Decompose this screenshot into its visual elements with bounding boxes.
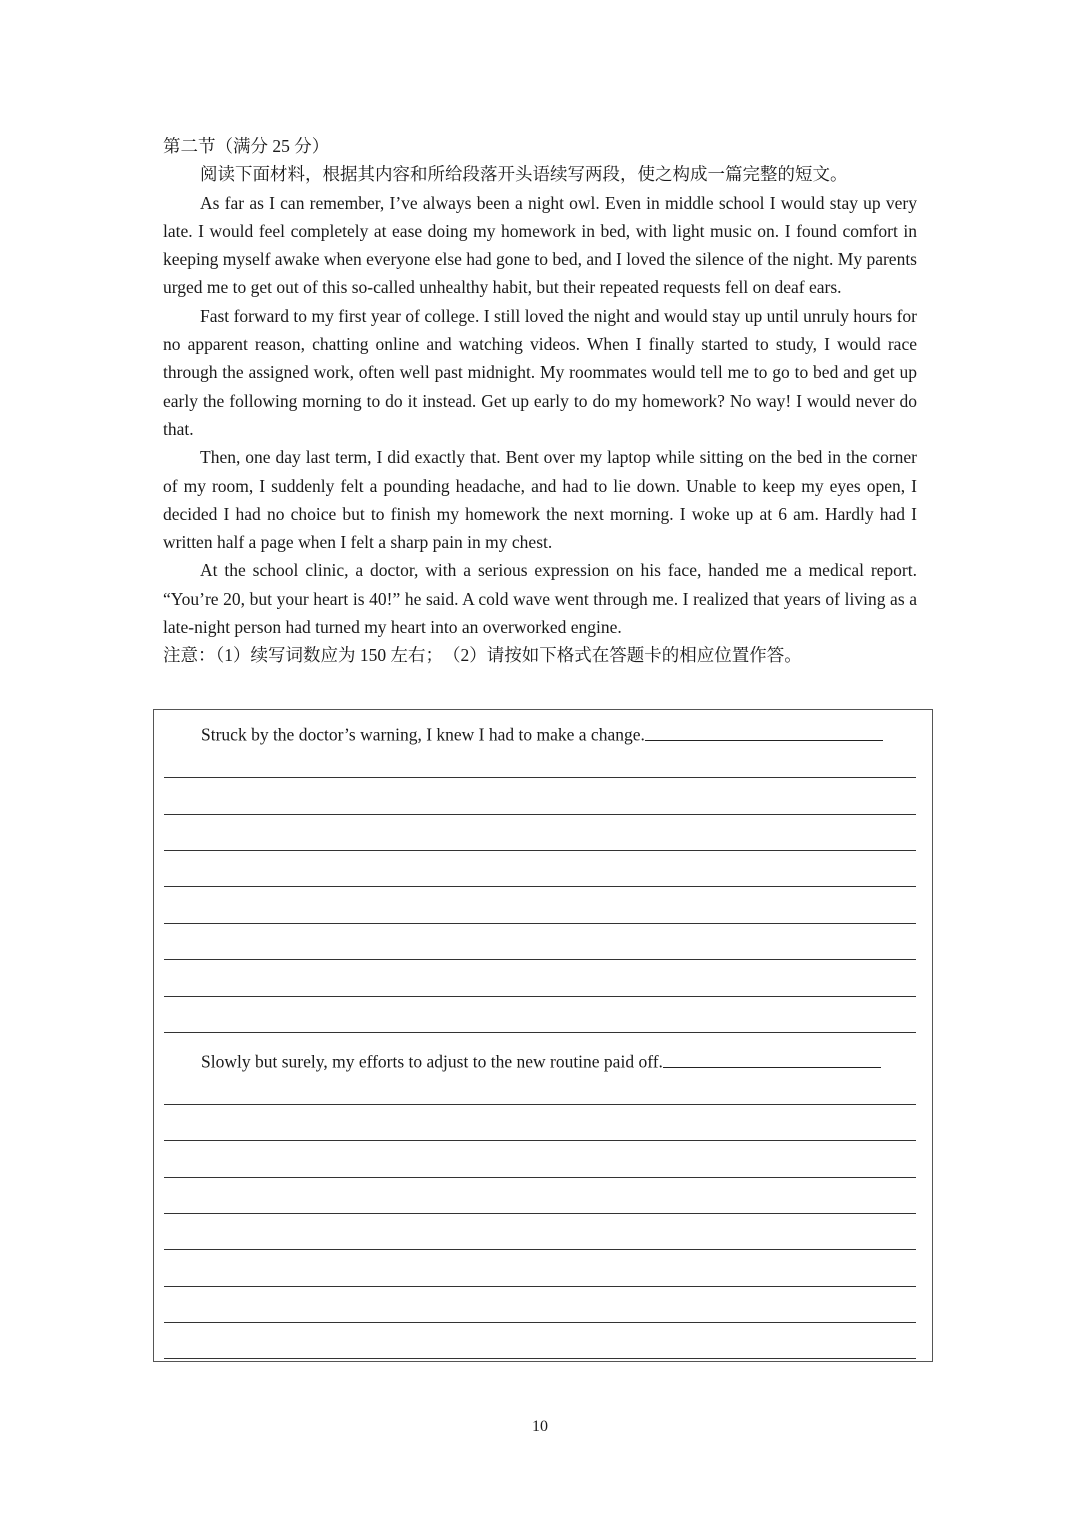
writing-line[interactable] (164, 777, 916, 778)
writing-line[interactable] (164, 1286, 916, 1287)
writing-line[interactable] (164, 1358, 916, 1359)
passage-paragraph-2: Fast forward to my first year of college. I still loved the night and would stay up until unruly hours for no apparent reason, chatting online and watching videos. When I finally started to study, I would race through the assigned work, often well past midnight. My roommates would tell me to go to bed and get up early the following morning to do it instead. Get up early to do my homework? No way! I would never do that. (163, 305, 917, 439)
starter-2-text: Slowly but surely, my efforts to adjust to the new routine paid off. (201, 1051, 663, 1072)
writing-line[interactable] (164, 1322, 916, 1323)
writing-line[interactable] (164, 959, 916, 960)
writing-note: 注意：（1）续写词数应为 150 左右； （2）请按如下格式在答题卡的相应位置作答。 (163, 645, 802, 666)
writing-line[interactable] (164, 850, 916, 851)
page-number: 10 (532, 1418, 548, 1435)
writing-line[interactable] (164, 1177, 916, 1178)
paragraph-starter-2 (201, 1049, 881, 1073)
section-heading: 第二节（满分 25 分） (163, 136, 330, 156)
writing-line[interactable] (164, 814, 916, 815)
writing-line[interactable] (164, 923, 916, 924)
task-instruction: 阅读下面材料，根据其内容和所给段落开头语续写两段，使之构成一篇完整的短文。 (200, 164, 848, 185)
starter-2-blank[interactable] (663, 1049, 881, 1068)
starter-1-text: Struck by the doctor’s warning, I knew I had to make a change. (201, 724, 645, 745)
question-section (163, 132, 917, 670)
starter-1-blank[interactable] (645, 722, 883, 741)
passage-paragraph-1: As far as I can remember, I’ve always been a night owl. Even in middle school I would stay up very late. I would feel completely at ease doing my homework in bed, with light music on. I found comfort in keeping myself awake when everyone else had gone to bed, and I loved the silence of the night. My parents urged me to get out of this so-called unhealthy habit, but their repeated requests fell on deaf ears. (163, 192, 917, 298)
writing-line[interactable] (164, 1249, 916, 1250)
writing-line[interactable] (164, 886, 916, 887)
passage-paragraph-3: Then, one day last term, I did exactly that. Bent over my laptop while sitting on the bed in the corner of my room, I suddenly felt a pounding headache, and had to lie down. Unable to keep my eyes open, I decided I had no choice but to finish my homework the next morning. I woke up at 6 am. Hardly had I written half a page when I felt a sharp pain in my chest. (163, 447, 917, 553)
writing-line[interactable] (164, 996, 916, 997)
writing-line[interactable] (164, 1032, 916, 1033)
writing-line[interactable] (164, 1213, 916, 1214)
passage-paragraph-4: At the school clinic, a doctor, with a serious expression on his face, handed me a medical report. “You’re 20, but your heart is 40!” he said. A cold wave went through me. I realized that years of living as a late-night person had turned my heart into an overworked engine. (163, 560, 917, 638)
paragraph-starter-1 (201, 722, 883, 746)
writing-line[interactable] (164, 1140, 916, 1141)
answer-box (153, 709, 933, 1362)
writing-line[interactable] (164, 1104, 916, 1105)
